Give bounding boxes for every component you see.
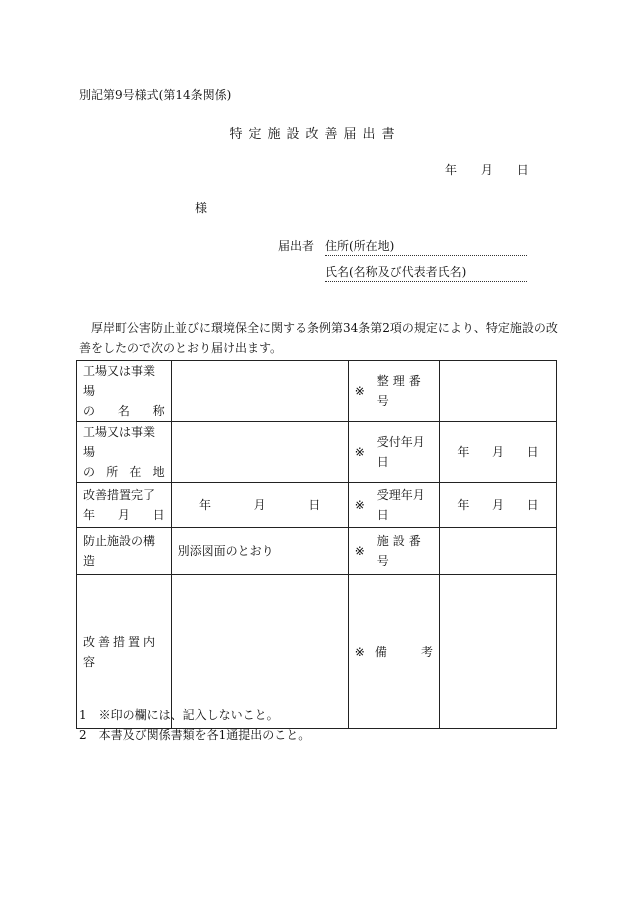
label-line: 工場又は事業場 (83, 425, 156, 459)
date-month: 月 (492, 445, 505, 459)
notifier-label: 届出者 (278, 239, 315, 253)
label-text: 整理番号 (376, 374, 425, 408)
notifier-address-field[interactable] (325, 237, 527, 256)
facility-number-cell (440, 528, 557, 575)
facility-location-label (77, 422, 172, 483)
label-char: 地 (152, 465, 165, 479)
notes (79, 705, 310, 745)
label-line: 工場又は事業場 (83, 364, 156, 398)
facility-location-input[interactable] (171, 422, 348, 483)
improvement-details-label: 改善措置内容 (77, 575, 172, 729)
acceptance-date-cell (440, 483, 557, 528)
label-line: 改善措置完了 (83, 488, 156, 502)
label-line (83, 462, 165, 482)
date-month: 月 (492, 498, 505, 512)
asterisk-mark: ※ (354, 384, 365, 398)
asterisk-mark: ※ (354, 644, 365, 659)
receipt-date-label (348, 422, 439, 483)
date-day: 日 (308, 498, 321, 512)
label-char: 名 (117, 404, 130, 418)
date-month: 月 (480, 163, 493, 177)
notification-table (76, 360, 557, 729)
label-char: 備 (374, 644, 387, 659)
label-char: 称 (152, 404, 165, 418)
date-day: 日 (516, 163, 529, 177)
date-year: 年 (445, 163, 458, 177)
date-year: 年 (457, 498, 470, 512)
prevention-structure-value[interactable]: 別添図面のとおり (171, 528, 348, 575)
facility-name-input[interactable] (171, 361, 348, 422)
note-item: 1 ※印の欄には、記入しないこと。 (79, 708, 279, 722)
table-row (77, 361, 557, 422)
completion-date-input[interactable] (171, 483, 348, 528)
label-char: 在 (129, 465, 142, 479)
label-char: 月 (117, 508, 130, 522)
date-month: 月 (253, 498, 266, 512)
date-year: 年 (198, 498, 211, 512)
receipt-date-cell (440, 422, 557, 483)
label-char: 所 (106, 465, 119, 479)
remarks-cell (440, 575, 557, 729)
facility-name-label (77, 361, 172, 422)
name-label: 氏名(名称及び代表者氏名) (325, 265, 467, 279)
table-row (77, 483, 557, 528)
asterisk-mark: ※ (354, 498, 365, 512)
reference-number-cell (440, 361, 557, 422)
date-year: 年 (457, 445, 470, 459)
asterisk-mark: ※ (354, 544, 365, 558)
date-day: 日 (526, 498, 539, 512)
date-day: 日 (526, 445, 539, 459)
submission-date (445, 161, 529, 178)
table-row (77, 422, 557, 483)
label-line (83, 401, 165, 421)
label-text: 施設番号 (376, 534, 425, 568)
prevention-structure-label: 防止施設の構造 (77, 528, 172, 575)
label-text: 受付年月日 (376, 435, 425, 469)
completion-date-label (77, 483, 172, 528)
note-item: 2 本書及び関係書類を各1通提出のこと。 (79, 728, 311, 742)
address-label: 住所(所在地) (325, 239, 395, 253)
label-text: 受理年月日 (376, 488, 425, 522)
notifier-name-field[interactable] (325, 263, 527, 282)
label-char: 年 (83, 508, 96, 522)
label-char: の (83, 404, 96, 418)
document-title: 特定施設改善届出書 (229, 127, 401, 142)
remarks-label (348, 575, 439, 729)
label-line (83, 505, 165, 525)
acceptance-date-label (348, 483, 439, 528)
table-row (77, 528, 557, 575)
body-text: 厚岸町公害防止並びに環境保全に関する条例第34条第2項の規定により、特定施設の改善をしたので次のとおり届け出ます。 (79, 321, 558, 355)
addressee-suffix: 様 (195, 201, 208, 215)
label-char: の (83, 465, 96, 479)
reference-number-label (348, 361, 439, 422)
asterisk-mark: ※ (354, 445, 365, 459)
label-char: 日 (152, 508, 165, 522)
form-number: 別記第9号様式(第14条関係) (79, 88, 232, 102)
label-char: 考 (420, 644, 433, 659)
facility-number-label (348, 528, 439, 575)
